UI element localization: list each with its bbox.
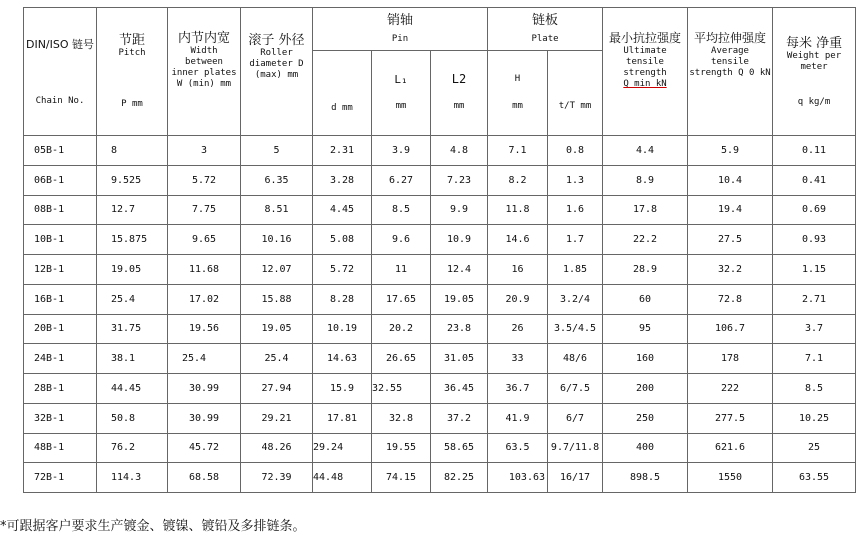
- cell-average: 621.6: [688, 433, 773, 463]
- cell-plate-h: 26: [488, 314, 548, 344]
- cell-pin-l2: 12.4: [431, 255, 488, 285]
- cell-average: 27.5: [688, 225, 773, 255]
- cell-roller: 19.05: [241, 314, 313, 344]
- table-row: [24, 433, 856, 463]
- cell-average: 19.4: [688, 195, 773, 225]
- cell-pin-d: 5.08: [313, 225, 372, 255]
- cell-ultimate: 200: [603, 374, 688, 404]
- cell-width: 45.72: [168, 433, 241, 463]
- cell-width: 9.65: [168, 225, 241, 255]
- cell-pin-l2: 37.2: [431, 403, 488, 433]
- cell-pin-d: 8.28: [313, 284, 372, 314]
- cell-ultimate: 60: [603, 284, 688, 314]
- cell-ultimate: 22.2: [603, 225, 688, 255]
- cell-pitch: 50.8: [97, 403, 168, 433]
- cell-chain-no: 10B-1: [24, 225, 97, 255]
- header-plate-h: H mm: [488, 51, 548, 136]
- table-row: [24, 136, 856, 166]
- cell-pin-d: 29.24: [313, 433, 372, 463]
- cell-weight: 25: [773, 433, 856, 463]
- cell-ultimate: 898.5: [603, 463, 688, 493]
- table-row: [24, 314, 856, 344]
- cell-chain-no: 08B-1: [24, 195, 97, 225]
- header-plate: 链板 Plate: [488, 8, 603, 51]
- cell-average: 277.5: [688, 403, 773, 433]
- cell-roller: 12.07: [241, 255, 313, 285]
- cell-weight: 7.1: [773, 344, 856, 374]
- cell-plate-h: 41.9: [488, 403, 548, 433]
- cell-chain-no: 16B-1: [24, 284, 97, 314]
- cell-plate-t: 1.7: [548, 225, 603, 255]
- cell-ultimate: 4.4: [603, 136, 688, 166]
- cell-plate-t: 3.5/4.5: [548, 314, 603, 344]
- cell-chain-no: 05B-1: [24, 136, 97, 166]
- cell-pin-l1: 20.2: [372, 314, 431, 344]
- cell-ultimate: 400: [603, 433, 688, 463]
- table-row: [24, 344, 856, 374]
- cell-weight: 63.55: [773, 463, 856, 493]
- cell-chain-no: 48B-1: [24, 433, 97, 463]
- cell-pin-d: 15.9: [313, 374, 372, 404]
- cell-pin-l1: 32.55: [372, 374, 431, 404]
- cell-plate-t: 6/7.5: [548, 374, 603, 404]
- cell-chain-no: 20B-1: [24, 314, 97, 344]
- cell-pitch: 19.05: [97, 255, 168, 285]
- cell-pin-d: 3.28: [313, 165, 372, 195]
- cell-pin-l1: 74.15: [372, 463, 431, 493]
- cell-plate-h: 33: [488, 344, 548, 374]
- cell-roller: 5: [241, 136, 313, 166]
- cell-pitch: 8: [97, 136, 168, 166]
- cell-ultimate: 160: [603, 344, 688, 374]
- header-width: 内节内宽 Width between inner plates W (min) mm: [168, 8, 241, 136]
- cell-pin-l1: 19.55: [372, 433, 431, 463]
- cell-weight: 0.11: [773, 136, 856, 166]
- cell-pitch: 25.4: [97, 284, 168, 314]
- cell-plate-h: 63.5: [488, 433, 548, 463]
- cell-pin-d: 4.45: [313, 195, 372, 225]
- cell-pin-l1: 3.9: [372, 136, 431, 166]
- table-row: [24, 374, 856, 404]
- header-pin-d: d mm: [313, 51, 372, 136]
- cell-width: 30.99: [168, 403, 241, 433]
- cell-ultimate: 250: [603, 403, 688, 433]
- spec-rows: [24, 136, 856, 493]
- cell-pin-l2: 31.05: [431, 344, 488, 374]
- cell-plate-h: 7.1: [488, 136, 548, 166]
- cell-plate-h: 11.8: [488, 195, 548, 225]
- cell-average: 5.9: [688, 136, 773, 166]
- cell-roller: 27.94: [241, 374, 313, 404]
- cell-pin-d: 17.81: [313, 403, 372, 433]
- cell-plate-h: 8.2: [488, 165, 548, 195]
- cell-width: 25.4: [168, 344, 241, 374]
- cell-width: 30.99: [168, 374, 241, 404]
- cell-plate-h: 103.63: [488, 463, 548, 493]
- cell-chain-no: 72B-1: [24, 463, 97, 493]
- cell-roller: 8.51: [241, 195, 313, 225]
- cell-weight: 8.5: [773, 374, 856, 404]
- table-row: [24, 403, 856, 433]
- cell-plate-t: 0.8: [548, 136, 603, 166]
- cell-roller: 29.21: [241, 403, 313, 433]
- cell-plate-t: 3.2/4: [548, 284, 603, 314]
- cell-weight: 3.7: [773, 314, 856, 344]
- cell-pin-l2: 7.23: [431, 165, 488, 195]
- cell-ultimate: 17.8: [603, 195, 688, 225]
- cell-pin-l1: 6.27: [372, 165, 431, 195]
- header-pin-l1: L₁ mm: [372, 51, 431, 136]
- cell-pin-l2: 36.45: [431, 374, 488, 404]
- cell-roller: 10.16: [241, 225, 313, 255]
- cell-average: 32.2: [688, 255, 773, 285]
- cell-plate-t: 1.85: [548, 255, 603, 285]
- cell-roller: 48.26: [241, 433, 313, 463]
- cell-pitch: 12.7: [97, 195, 168, 225]
- cell-pin-l2: 58.65: [431, 433, 488, 463]
- cell-pin-d: 44.48: [313, 463, 372, 493]
- cell-average: 10.4: [688, 165, 773, 195]
- cell-ultimate: 28.9: [603, 255, 688, 285]
- table-row: [24, 255, 856, 285]
- cell-chain-no: 06B-1: [24, 165, 97, 195]
- cell-ultimate: 95: [603, 314, 688, 344]
- cell-plate-t: 6/7: [548, 403, 603, 433]
- cell-pin-l1: 17.65: [372, 284, 431, 314]
- cell-plate-h: 36.7: [488, 374, 548, 404]
- cell-pin-l2: 4.8: [431, 136, 488, 166]
- cell-pin-l2: 82.25: [431, 463, 488, 493]
- cell-average: 106.7: [688, 314, 773, 344]
- cell-plate-t: 1.6: [548, 195, 603, 225]
- cell-average: 1550: [688, 463, 773, 493]
- cell-weight: 0.41: [773, 165, 856, 195]
- cell-roller: 72.39: [241, 463, 313, 493]
- footnote: *可跟据客户要求生产镀金、镀镍、镀铅及多排链条。: [0, 519, 306, 534]
- table-row: [24, 225, 856, 255]
- header-pitch: 节距 Pitch P mm: [97, 8, 168, 136]
- header-pin: 销轴 Pin: [313, 8, 488, 51]
- cell-pitch: 114.3: [97, 463, 168, 493]
- cell-pin-d: 2.31: [313, 136, 372, 166]
- cell-plate-t: 9.7/11.8: [548, 433, 603, 463]
- chain-spec-table: [23, 7, 856, 493]
- header-weight: 每米 净重 Weight per meter q kg/m: [773, 8, 856, 136]
- cell-chain-no: 12B-1: [24, 255, 97, 285]
- cell-width: 19.56: [168, 314, 241, 344]
- cell-roller: 15.88: [241, 284, 313, 314]
- table-row: [24, 463, 856, 493]
- cell-roller: 25.4: [241, 344, 313, 374]
- cell-pin-l1: 26.65: [372, 344, 431, 374]
- cell-plate-h: 14.6: [488, 225, 548, 255]
- table-row: [24, 195, 856, 225]
- header-chain-no: DIN/ISO 链号 Chain No.: [24, 8, 97, 136]
- table-row: [24, 165, 856, 195]
- cell-weight: 2.71: [773, 284, 856, 314]
- cell-width: 5.72: [168, 165, 241, 195]
- cell-width: 17.02: [168, 284, 241, 314]
- cell-pin-d: 5.72: [313, 255, 372, 285]
- cell-plate-t: 48/6: [548, 344, 603, 374]
- cell-plate-t: 16/17: [548, 463, 603, 493]
- cell-weight: 0.93: [773, 225, 856, 255]
- header-plate-t: t/T mm: [548, 51, 603, 136]
- cell-pin-l2: 23.8: [431, 314, 488, 344]
- cell-ultimate: 8.9: [603, 165, 688, 195]
- cell-width: 11.68: [168, 255, 241, 285]
- cell-weight: 0.69: [773, 195, 856, 225]
- cell-pin-d: 14.63: [313, 344, 372, 374]
- cell-average: 222: [688, 374, 773, 404]
- table-row: [24, 284, 856, 314]
- cell-width: 68.58: [168, 463, 241, 493]
- cell-pitch: 15.875: [97, 225, 168, 255]
- header-ultimate: 最小抗拉强度 Ultimate tensile strength Q min kN: [603, 8, 688, 136]
- cell-pitch: 76.2: [97, 433, 168, 463]
- cell-roller: 6.35: [241, 165, 313, 195]
- header-pin-l2: L2 mm: [431, 51, 488, 136]
- cell-pin-d: 10.19: [313, 314, 372, 344]
- cell-pin-l1: 11: [372, 255, 431, 285]
- cell-width: 3: [168, 136, 241, 166]
- cell-average: 178: [688, 344, 773, 374]
- cell-average: 72.8: [688, 284, 773, 314]
- cell-pin-l1: 9.6: [372, 225, 431, 255]
- cell-chain-no: 32B-1: [24, 403, 97, 433]
- cell-pitch: 38.1: [97, 344, 168, 374]
- cell-pitch: 9.525: [97, 165, 168, 195]
- cell-plate-t: 1.3: [548, 165, 603, 195]
- cell-pin-l2: 19.05: [431, 284, 488, 314]
- cell-chain-no: 24B-1: [24, 344, 97, 374]
- cell-pin-l1: 8.5: [372, 195, 431, 225]
- cell-pitch: 31.75: [97, 314, 168, 344]
- cell-weight: 1.15: [773, 255, 856, 285]
- cell-chain-no: 28B-1: [24, 374, 97, 404]
- cell-weight: 10.25: [773, 403, 856, 433]
- cell-plate-h: 20.9: [488, 284, 548, 314]
- header-average: 平均拉伸强度 Average tensile strength Q 0 kN: [688, 8, 773, 136]
- header-roller: 滚子 外径 Roller diameter D (max) mm: [241, 8, 313, 136]
- cell-width: 7.75: [168, 195, 241, 225]
- cell-plate-h: 16: [488, 255, 548, 285]
- cell-pin-l2: 10.9: [431, 225, 488, 255]
- cell-pin-l2: 9.9: [431, 195, 488, 225]
- cell-pin-l1: 32.8: [372, 403, 431, 433]
- cell-pitch: 44.45: [97, 374, 168, 404]
